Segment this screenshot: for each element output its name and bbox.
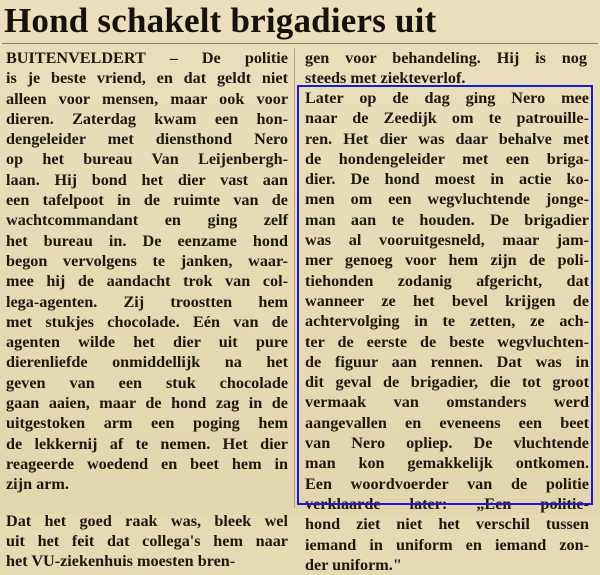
text-line: man kon gemakkelijk ontkomen. bbox=[305, 454, 589, 473]
text-line: iemand in uniform en iemand zon- bbox=[305, 535, 589, 554]
text-line: aangevallen en eveneens een beet bbox=[305, 413, 589, 432]
text-line: alleen voor mensen, maar ook voor bbox=[6, 89, 288, 108]
text-line: zijn arm. bbox=[6, 475, 69, 494]
text-line: begon vervolgens te janken, waar- bbox=[6, 251, 288, 270]
text-line: naar de Zeedijk om te patrouille- bbox=[305, 109, 589, 128]
text-line: het VU-ziekenhuis moesten bren- bbox=[6, 552, 236, 571]
text-line: hond ziet niet het verschil tussen bbox=[305, 515, 589, 534]
text-line: uitgestoken arm een poging hem bbox=[6, 414, 288, 433]
text-line: van Nero opliep. De vluchtende bbox=[305, 434, 589, 453]
paragraph-gap bbox=[6, 495, 288, 511]
text-line: achtervolging in te zetten, ze ach- bbox=[305, 312, 589, 331]
column-separator bbox=[294, 48, 295, 508]
text-line: wanneer ze het bevel krijgen de bbox=[305, 291, 589, 310]
text-line: der uniform." bbox=[305, 555, 402, 574]
text-line: op het bureau Van Leijenbergh- bbox=[6, 150, 288, 169]
text-line: verklaarde later: „Een politie- bbox=[305, 494, 589, 513]
text-line: laan. Hij bond het dier vast aan bbox=[6, 170, 288, 189]
text-line: lega-agenten. Zij troostten hem bbox=[6, 292, 288, 311]
text-line: wachtcommandant en ging zelf bbox=[6, 211, 288, 230]
headline: Hond schakelt brigadiers uit bbox=[4, 1, 437, 40]
headline-rule bbox=[2, 43, 598, 44]
text-line: was al vooruitgesneld, maar jam- bbox=[305, 231, 589, 250]
text-line: gaan aaien, maar de hond zag in de bbox=[6, 394, 288, 413]
text-line: ter de eerste de beste wegvluchten- bbox=[305, 332, 589, 351]
text-line: het bureau in. De eenzame hond bbox=[6, 231, 288, 250]
text-line: mee hij de aandacht trok van col- bbox=[6, 272, 288, 291]
text-line: de hondengeleider met een briga- bbox=[305, 149, 589, 168]
text-line: men om een wegvluchtende jonge- bbox=[305, 190, 589, 209]
text-line: de lekkernij af te nemen. Het dier bbox=[6, 434, 288, 453]
text-line: BUITENVELDERT – De politie bbox=[6, 49, 288, 67]
text-line: met stukjes chocolade. Eén van de bbox=[6, 312, 288, 331]
text-line: een tafelpoot in de ruimte van de bbox=[6, 191, 288, 210]
text-line: tiehonden zodanig afgericht, dat bbox=[305, 271, 589, 290]
text-line: mer genoeg voor hem zijn de poli- bbox=[305, 251, 589, 270]
text-line: uit het feit dat collega's hem naar bbox=[6, 531, 288, 550]
text-line: dit geval de brigadier, die tot groot bbox=[305, 373, 589, 392]
text-line: Later op de dag ging Nero mee bbox=[305, 89, 589, 107]
text-line: geven van een stuk chocolade bbox=[6, 373, 288, 392]
text-line: dier. De hond moest in actie ko- bbox=[305, 170, 589, 189]
text-line: steeds met ziekteverlof. bbox=[305, 69, 466, 88]
text-line: man aan te houden. De brigadier bbox=[305, 210, 589, 229]
text-line: gen voor behandeling. Hij is nog bbox=[305, 49, 587, 67]
text-line: reageerde woedend en beet hem in bbox=[6, 454, 288, 473]
text-line: is je beste vriend, en dat geldt niet bbox=[6, 69, 288, 88]
text-line: dieren. Zaterdag kwam een hon- bbox=[6, 109, 288, 128]
text-line: vermaak van omstanders werd bbox=[305, 393, 589, 412]
left-column bbox=[6, 48, 288, 571]
text-line: de figuur aan rennen. Dat was in bbox=[305, 352, 589, 371]
text-line: Dat het goed raak was, bleek wel bbox=[6, 511, 288, 530]
text-line: agenten wilde het dier uit pure bbox=[6, 333, 288, 352]
text-line: ren. Het dier was daar behalve met bbox=[305, 129, 589, 148]
text-line: Een woordvoerder van de politie bbox=[305, 474, 589, 493]
highlight-frame bbox=[297, 85, 593, 505]
right-column-top bbox=[305, 48, 587, 89]
text-line: dierenliefde onmiddellijk na het bbox=[6, 353, 288, 372]
text-line: dengeleider met diensthond Nero bbox=[6, 130, 288, 149]
